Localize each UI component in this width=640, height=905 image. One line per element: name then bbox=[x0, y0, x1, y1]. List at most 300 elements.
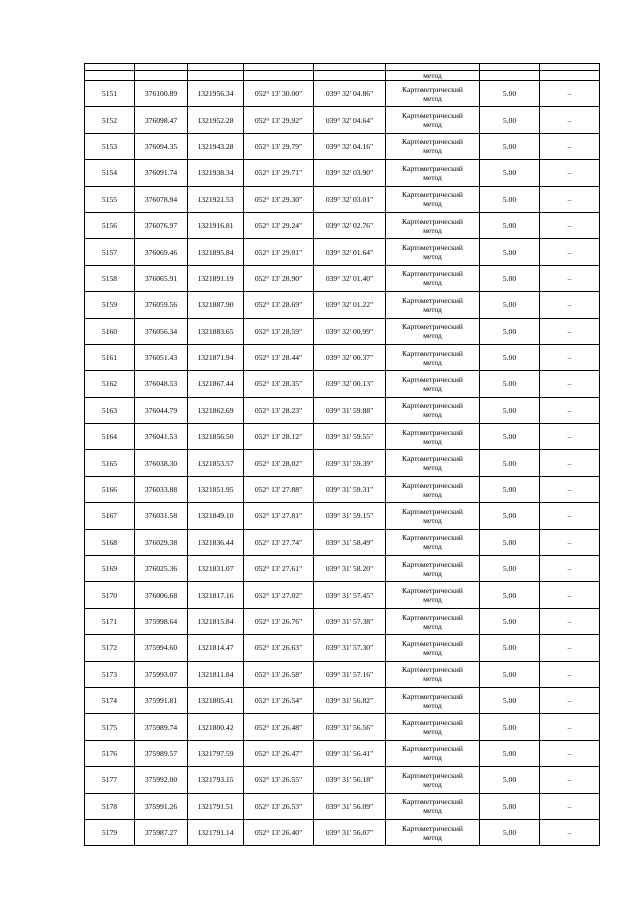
point-number-cell: 5151 bbox=[85, 81, 135, 107]
x-coordinate-cell: 375992.00 bbox=[135, 767, 188, 793]
x-coordinate-cell: 376091.74 bbox=[135, 160, 188, 186]
note-cell: – bbox=[540, 529, 600, 555]
method-label-continued: метод bbox=[423, 199, 442, 209]
x-coordinate-cell: 375991.26 bbox=[135, 793, 188, 819]
table-row bbox=[85, 212, 600, 238]
method-label: Картометрический bbox=[402, 480, 463, 490]
method-label-continued: метод bbox=[423, 331, 442, 341]
latitude-cell: 052° 13' 27.81" bbox=[244, 503, 314, 529]
latitude-cell: 052° 13' 26.53" bbox=[244, 793, 314, 819]
x-coordinate-cell: 376041.53 bbox=[135, 424, 188, 450]
table-row bbox=[85, 529, 600, 555]
accuracy-cell: 5.00 bbox=[480, 186, 540, 212]
note-cell: – bbox=[540, 397, 600, 423]
y-coordinate-cell: 1321856.50 bbox=[188, 424, 244, 450]
longitude-cell: 039° 32' 04.16" bbox=[314, 133, 386, 159]
y-coordinate-cell: 1321849.10 bbox=[188, 503, 244, 529]
note-cell: – bbox=[540, 556, 600, 582]
method-label: Картометрический bbox=[402, 612, 463, 622]
accuracy-cell: 5.00 bbox=[480, 661, 540, 687]
method-cell bbox=[386, 371, 480, 397]
accuracy-cell: 5.00 bbox=[480, 687, 540, 713]
y-coordinate-cell: 1321817.16 bbox=[188, 582, 244, 608]
method-label-continued: метод bbox=[423, 674, 442, 684]
latitude-cell: 052° 13' 29.79" bbox=[244, 133, 314, 159]
point-number-cell: 5156 bbox=[85, 212, 135, 238]
latitude-cell: 052° 13' 29.92" bbox=[244, 107, 314, 133]
x-coordinate-cell: 376100.89 bbox=[135, 81, 188, 107]
column-number-row bbox=[85, 64, 600, 71]
table-row bbox=[85, 239, 600, 265]
point-number-cell: 5157 bbox=[85, 239, 135, 265]
note-cell: – bbox=[540, 371, 600, 397]
x-coordinate-cell: 376031.58 bbox=[135, 503, 188, 529]
latitude-cell: 052° 13' 29.01" bbox=[244, 239, 314, 265]
method-label-continued: метод bbox=[423, 779, 442, 789]
x-coordinate-cell: 376033.88 bbox=[135, 476, 188, 502]
accuracy-cell: 5.00 bbox=[480, 767, 540, 793]
method-cell bbox=[386, 292, 480, 318]
note-cell: – bbox=[540, 186, 600, 212]
accuracy-cell: 5.00 bbox=[480, 81, 540, 107]
method-label-continued: метод bbox=[423, 172, 442, 182]
point-number-cell: 5169 bbox=[85, 556, 135, 582]
accuracy-cell: 5.00 bbox=[480, 819, 540, 845]
accuracy-cell: 5.00 bbox=[480, 556, 540, 582]
accuracy-cell: 5.00 bbox=[480, 239, 540, 265]
latitude-cell: 052° 13' 26.40" bbox=[244, 819, 314, 845]
method-label: Картометрический bbox=[402, 427, 463, 437]
y-coordinate-cell: 1321883.65 bbox=[188, 318, 244, 344]
longitude-cell: 039° 32' 04.64" bbox=[314, 107, 386, 133]
note-cell: – bbox=[540, 133, 600, 159]
longitude-cell: 039° 31' 58.49" bbox=[314, 529, 386, 555]
accuracy-cell: 5.00 bbox=[480, 344, 540, 370]
table-row bbox=[85, 81, 600, 107]
accuracy-cell: 5.00 bbox=[480, 582, 540, 608]
y-coordinate-cell: 1321862.69 bbox=[188, 397, 244, 423]
method-label: Картометрический bbox=[402, 295, 463, 305]
y-coordinate-cell: 1321956.34 bbox=[188, 81, 244, 107]
table-row bbox=[85, 740, 600, 766]
y-coordinate-cell: 1321851.95 bbox=[188, 476, 244, 502]
longitude-cell: 039° 32' 04.86" bbox=[314, 81, 386, 107]
latitude-cell: 052° 13' 28.23" bbox=[244, 397, 314, 423]
latitude-cell: 052° 13' 28.59" bbox=[244, 318, 314, 344]
y-coordinate-cell: 1321921.53 bbox=[188, 186, 244, 212]
method-label: Картометрический bbox=[402, 348, 463, 358]
method-label-continued: метод bbox=[423, 383, 442, 393]
note-cell: – bbox=[540, 503, 600, 529]
note-cell: – bbox=[540, 424, 600, 450]
point-number-cell: 5174 bbox=[85, 687, 135, 713]
accuracy-cell: 5.00 bbox=[480, 740, 540, 766]
point-number-cell: 5175 bbox=[85, 714, 135, 740]
table-row bbox=[85, 582, 600, 608]
table-row bbox=[85, 608, 600, 634]
latitude-cell: 052° 13' 28.44" bbox=[244, 344, 314, 370]
method-label-continued: метод bbox=[423, 621, 442, 631]
x-coordinate-cell: 376056.34 bbox=[135, 318, 188, 344]
longitude-cell: 039° 31' 57.16" bbox=[314, 661, 386, 687]
method-cell bbox=[386, 793, 480, 819]
method-label-continued: метод bbox=[423, 120, 442, 130]
x-coordinate-cell: 375987.27 bbox=[135, 819, 188, 845]
method-cell bbox=[386, 81, 480, 107]
method-label: Картометрический bbox=[402, 322, 463, 332]
table-row bbox=[85, 344, 600, 370]
longitude-cell: 039° 31' 59.88" bbox=[314, 397, 386, 423]
x-coordinate-cell: 375993.07 bbox=[135, 661, 188, 687]
note-cell: – bbox=[540, 292, 600, 318]
note-cell: – bbox=[540, 635, 600, 661]
latitude-cell: 052° 13' 26.55" bbox=[244, 767, 314, 793]
latitude-cell: 052° 13' 26.54" bbox=[244, 687, 314, 713]
x-coordinate-cell: 376065.91 bbox=[135, 265, 188, 291]
note-cell: – bbox=[540, 476, 600, 502]
note-cell: – bbox=[540, 793, 600, 819]
longitude-cell: 039° 32' 01.64" bbox=[314, 239, 386, 265]
y-coordinate-cell: 1321943.28 bbox=[188, 133, 244, 159]
table-row bbox=[85, 661, 600, 687]
method-label-continued: метод bbox=[423, 753, 442, 763]
point-number-cell: 5177 bbox=[85, 767, 135, 793]
method-cell bbox=[386, 661, 480, 687]
x-coordinate-cell: 375991.81 bbox=[135, 687, 188, 713]
point-number-cell: 5155 bbox=[85, 186, 135, 212]
method-label-continued: метод bbox=[423, 278, 442, 288]
table-row bbox=[85, 133, 600, 159]
table-row bbox=[85, 397, 600, 423]
y-coordinate-cell: 1321938.34 bbox=[188, 160, 244, 186]
y-coordinate-cell: 1321791.14 bbox=[188, 819, 244, 845]
accuracy-cell: 5.00 bbox=[480, 503, 540, 529]
latitude-cell: 052° 13' 28.02" bbox=[244, 450, 314, 476]
y-coordinate-cell: 1321815.84 bbox=[188, 608, 244, 634]
longitude-cell: 039° 31' 56.18" bbox=[314, 767, 386, 793]
method-label-continued: метод bbox=[423, 806, 442, 816]
x-coordinate-cell: 376006.68 bbox=[135, 582, 188, 608]
accuracy-cell: 5.00 bbox=[480, 107, 540, 133]
point-number-cell: 5160 bbox=[85, 318, 135, 344]
method-label-continued: метод bbox=[423, 304, 442, 314]
x-coordinate-cell: 376025.36 bbox=[135, 556, 188, 582]
x-coordinate-cell: 376029.38 bbox=[135, 529, 188, 555]
table-row bbox=[85, 793, 600, 819]
longitude-cell: 039° 32' 03.01" bbox=[314, 186, 386, 212]
longitude-cell: 039° 31' 57.38" bbox=[314, 608, 386, 634]
method-cell bbox=[386, 265, 480, 291]
method-label-continued: метод bbox=[423, 700, 442, 710]
table-row bbox=[85, 424, 600, 450]
point-number-cell: 5153 bbox=[85, 133, 135, 159]
y-coordinate-cell: 1321895.84 bbox=[188, 239, 244, 265]
point-number-cell: 5162 bbox=[85, 371, 135, 397]
table-row bbox=[85, 503, 600, 529]
method-cell bbox=[386, 767, 480, 793]
note-cell: – bbox=[540, 107, 600, 133]
x-coordinate-cell: 375989.57 bbox=[135, 740, 188, 766]
method-label-continued: метод bbox=[423, 357, 442, 367]
longitude-cell: 039° 31' 56.56" bbox=[314, 714, 386, 740]
point-number-cell: 5171 bbox=[85, 608, 135, 634]
method-cell bbox=[386, 397, 480, 423]
method-cell bbox=[386, 635, 480, 661]
y-coordinate-cell: 1321887.90 bbox=[188, 292, 244, 318]
accuracy-cell: 5.00 bbox=[480, 424, 540, 450]
note-cell: – bbox=[540, 661, 600, 687]
note-cell: – bbox=[540, 318, 600, 344]
x-coordinate-cell: 376069.46 bbox=[135, 239, 188, 265]
latitude-cell: 052° 13' 29.24" bbox=[244, 212, 314, 238]
table-row bbox=[85, 371, 600, 397]
table-row bbox=[85, 556, 600, 582]
method-cell bbox=[386, 133, 480, 159]
latitude-cell: 052° 13' 26.47" bbox=[244, 740, 314, 766]
method-label-continued: метод bbox=[423, 647, 442, 657]
accuracy-cell: 5.00 bbox=[480, 529, 540, 555]
y-coordinate-cell: 1321797.59 bbox=[188, 740, 244, 766]
method-cell bbox=[386, 160, 480, 186]
accuracy-cell: 5.00 bbox=[480, 133, 540, 159]
table-row bbox=[85, 450, 600, 476]
point-number-cell: 5170 bbox=[85, 582, 135, 608]
method-label-continued: метод bbox=[423, 146, 442, 156]
method-label: Картометрический bbox=[402, 269, 463, 279]
latitude-cell: 052° 13' 27.61" bbox=[244, 556, 314, 582]
method-label-continued: метод bbox=[423, 568, 442, 578]
method-cell bbox=[386, 424, 480, 450]
method-cell bbox=[386, 344, 480, 370]
method-label: Картометрический bbox=[402, 744, 463, 754]
y-coordinate-cell: 1321793.15 bbox=[188, 767, 244, 793]
method-label: Картометрический bbox=[402, 823, 463, 833]
method-label: Картометрический bbox=[402, 797, 463, 807]
point-number-cell: 5168 bbox=[85, 529, 135, 555]
method-label: Картометрический bbox=[402, 401, 463, 411]
latitude-cell: 052° 13' 30.00" bbox=[244, 81, 314, 107]
continued-method-cell: метод bbox=[386, 71, 480, 81]
longitude-cell: 039° 32' 00.13" bbox=[314, 371, 386, 397]
x-coordinate-cell: 375998.64 bbox=[135, 608, 188, 634]
latitude-cell: 052° 13' 27.74" bbox=[244, 529, 314, 555]
accuracy-cell: 5.00 bbox=[480, 450, 540, 476]
method-label: Картометрический bbox=[402, 84, 463, 94]
point-number-cell: 5164 bbox=[85, 424, 135, 450]
longitude-cell: 039° 31' 56.07" bbox=[314, 819, 386, 845]
method-cell bbox=[386, 107, 480, 133]
method-cell bbox=[386, 239, 480, 265]
table-row bbox=[85, 819, 600, 845]
point-number-cell: 5163 bbox=[85, 397, 135, 423]
method-label: Картометрический bbox=[402, 691, 463, 701]
point-number-cell: 5173 bbox=[85, 661, 135, 687]
method-label: Картометрический bbox=[402, 111, 463, 121]
coordinates-table bbox=[84, 63, 600, 846]
x-coordinate-cell: 376048.53 bbox=[135, 371, 188, 397]
latitude-cell: 052° 13' 26.76" bbox=[244, 608, 314, 634]
longitude-cell: 039° 31' 56.82" bbox=[314, 687, 386, 713]
method-cell bbox=[386, 582, 480, 608]
note-cell: – bbox=[540, 344, 600, 370]
longitude-cell: 039° 31' 59.39" bbox=[314, 450, 386, 476]
x-coordinate-cell: 376078.94 bbox=[135, 186, 188, 212]
method-cell bbox=[386, 819, 480, 845]
latitude-cell: 052° 13' 28.69" bbox=[244, 292, 314, 318]
table-row bbox=[85, 265, 600, 291]
latitude-cell: 052° 13' 27.02" bbox=[244, 582, 314, 608]
point-number-cell: 5167 bbox=[85, 503, 135, 529]
method-label-continued: метод bbox=[423, 595, 442, 605]
y-coordinate-cell: 1321831.07 bbox=[188, 556, 244, 582]
accuracy-cell: 5.00 bbox=[480, 212, 540, 238]
y-coordinate-cell: 1321791.51 bbox=[188, 793, 244, 819]
x-coordinate-cell: 376076.97 bbox=[135, 212, 188, 238]
method-label-continued: метод bbox=[423, 436, 442, 446]
point-number-cell: 5159 bbox=[85, 292, 135, 318]
accuracy-cell: 5.00 bbox=[480, 714, 540, 740]
y-coordinate-cell: 1321811.84 bbox=[188, 661, 244, 687]
longitude-cell: 039° 31' 56.09" bbox=[314, 793, 386, 819]
note-cell: – bbox=[540, 714, 600, 740]
method-label-continued: метод bbox=[423, 410, 442, 420]
method-cell bbox=[386, 476, 480, 502]
table-row bbox=[85, 107, 600, 133]
point-number-cell: 5161 bbox=[85, 344, 135, 370]
method-label-continued: метод bbox=[423, 515, 442, 525]
note-cell: – bbox=[540, 81, 600, 107]
method-cell bbox=[386, 318, 480, 344]
note-cell: – bbox=[540, 212, 600, 238]
method-cell bbox=[386, 608, 480, 634]
method-label: Картометрический bbox=[402, 638, 463, 648]
method-label-continued: метод bbox=[423, 832, 442, 842]
x-coordinate-cell: 376059.56 bbox=[135, 292, 188, 318]
longitude-cell: 039° 32' 02.76" bbox=[314, 212, 386, 238]
note-cell: – bbox=[540, 740, 600, 766]
method-label: Картометрический bbox=[402, 374, 463, 384]
latitude-cell: 052° 13' 28.90" bbox=[244, 265, 314, 291]
table-row bbox=[85, 767, 600, 793]
y-coordinate-cell: 1321867.44 bbox=[188, 371, 244, 397]
method-label-continued: метод bbox=[423, 225, 442, 235]
y-coordinate-cell: 1321805.41 bbox=[188, 687, 244, 713]
method-cell bbox=[386, 503, 480, 529]
longitude-cell: 039° 31' 57.30" bbox=[314, 635, 386, 661]
point-number-cell: 5158 bbox=[85, 265, 135, 291]
note-cell: – bbox=[540, 239, 600, 265]
y-coordinate-cell: 1321871.94 bbox=[188, 344, 244, 370]
method-label: Картометрический bbox=[402, 533, 463, 543]
method-label: Картометрический bbox=[402, 163, 463, 173]
method-label: Картометрический bbox=[402, 506, 463, 516]
accuracy-cell: 5.00 bbox=[480, 608, 540, 634]
longitude-cell: 039° 31' 58.20" bbox=[314, 556, 386, 582]
accuracy-cell: 5.00 bbox=[480, 371, 540, 397]
table-row bbox=[85, 635, 600, 661]
accuracy-cell: 5.00 bbox=[480, 397, 540, 423]
table-row bbox=[85, 714, 600, 740]
latitude-cell: 052° 13' 29.71" bbox=[244, 160, 314, 186]
x-coordinate-cell: 376098.47 bbox=[135, 107, 188, 133]
latitude-cell: 052° 13' 29.30" bbox=[244, 186, 314, 212]
longitude-cell: 039° 31' 56.41" bbox=[314, 740, 386, 766]
longitude-cell: 039° 32' 01.40" bbox=[314, 265, 386, 291]
accuracy-cell: 5.00 bbox=[480, 635, 540, 661]
latitude-cell: 052° 13' 26.48" bbox=[244, 714, 314, 740]
method-cell bbox=[386, 740, 480, 766]
method-cell bbox=[386, 687, 480, 713]
method-cell bbox=[386, 556, 480, 582]
note-cell: – bbox=[540, 608, 600, 634]
y-coordinate-cell: 1321814.47 bbox=[188, 635, 244, 661]
table-row bbox=[85, 292, 600, 318]
note-cell: – bbox=[540, 582, 600, 608]
method-label-continued: метод bbox=[423, 489, 442, 499]
accuracy-cell: 5.00 bbox=[480, 318, 540, 344]
point-number-cell: 5179 bbox=[85, 819, 135, 845]
table-row bbox=[85, 476, 600, 502]
point-number-cell: 5166 bbox=[85, 476, 135, 502]
longitude-cell: 039° 31' 59.15" bbox=[314, 503, 386, 529]
x-coordinate-cell: 376094.35 bbox=[135, 133, 188, 159]
method-label-continued: метод bbox=[423, 463, 442, 473]
note-cell: – bbox=[540, 265, 600, 291]
longitude-cell: 039° 32' 03.90" bbox=[314, 160, 386, 186]
method-cell bbox=[386, 212, 480, 238]
longitude-cell: 039° 32' 00.99" bbox=[314, 318, 386, 344]
method-label: Картометрический bbox=[402, 665, 463, 675]
table-row bbox=[85, 687, 600, 713]
latitude-cell: 052° 13' 26.58" bbox=[244, 661, 314, 687]
note-cell: – bbox=[540, 160, 600, 186]
table-row bbox=[85, 186, 600, 212]
longitude-cell: 039° 32' 01.22" bbox=[314, 292, 386, 318]
table-row bbox=[85, 318, 600, 344]
y-coordinate-cell: 1321836.44 bbox=[188, 529, 244, 555]
method-label-continued: метод bbox=[423, 252, 442, 262]
point-number-cell: 5178 bbox=[85, 793, 135, 819]
note-cell: – bbox=[540, 819, 600, 845]
method-cell bbox=[386, 529, 480, 555]
table-body bbox=[85, 64, 600, 846]
note-cell: – bbox=[540, 767, 600, 793]
y-coordinate-cell: 1321952.28 bbox=[188, 107, 244, 133]
x-coordinate-cell: 375994.60 bbox=[135, 635, 188, 661]
y-coordinate-cell: 1321800.42 bbox=[188, 714, 244, 740]
method-label: Картометрический bbox=[402, 454, 463, 464]
accuracy-cell: 5.00 bbox=[480, 476, 540, 502]
x-coordinate-cell: 375989.74 bbox=[135, 714, 188, 740]
point-number-cell: 5176 bbox=[85, 740, 135, 766]
method-label: Картометрический bbox=[402, 216, 463, 226]
x-coordinate-cell: 376044.79 bbox=[135, 397, 188, 423]
latitude-cell: 052° 13' 28.35" bbox=[244, 371, 314, 397]
point-number-cell: 5154 bbox=[85, 160, 135, 186]
point-number-cell: 5165 bbox=[85, 450, 135, 476]
y-coordinate-cell: 1321891.19 bbox=[188, 265, 244, 291]
y-coordinate-cell: 1321853.57 bbox=[188, 450, 244, 476]
note-cell: – bbox=[540, 687, 600, 713]
longitude-cell: 039° 31' 59.31" bbox=[314, 476, 386, 502]
method-label: Картометрический bbox=[402, 243, 463, 253]
accuracy-cell: 5.00 bbox=[480, 793, 540, 819]
method-label-continued: метод bbox=[423, 93, 442, 103]
method-label: Картометрический bbox=[402, 190, 463, 200]
method-label: Картометрический bbox=[402, 770, 463, 780]
latitude-cell: 052° 13' 28.12" bbox=[244, 424, 314, 450]
point-number-cell: 5152 bbox=[85, 107, 135, 133]
